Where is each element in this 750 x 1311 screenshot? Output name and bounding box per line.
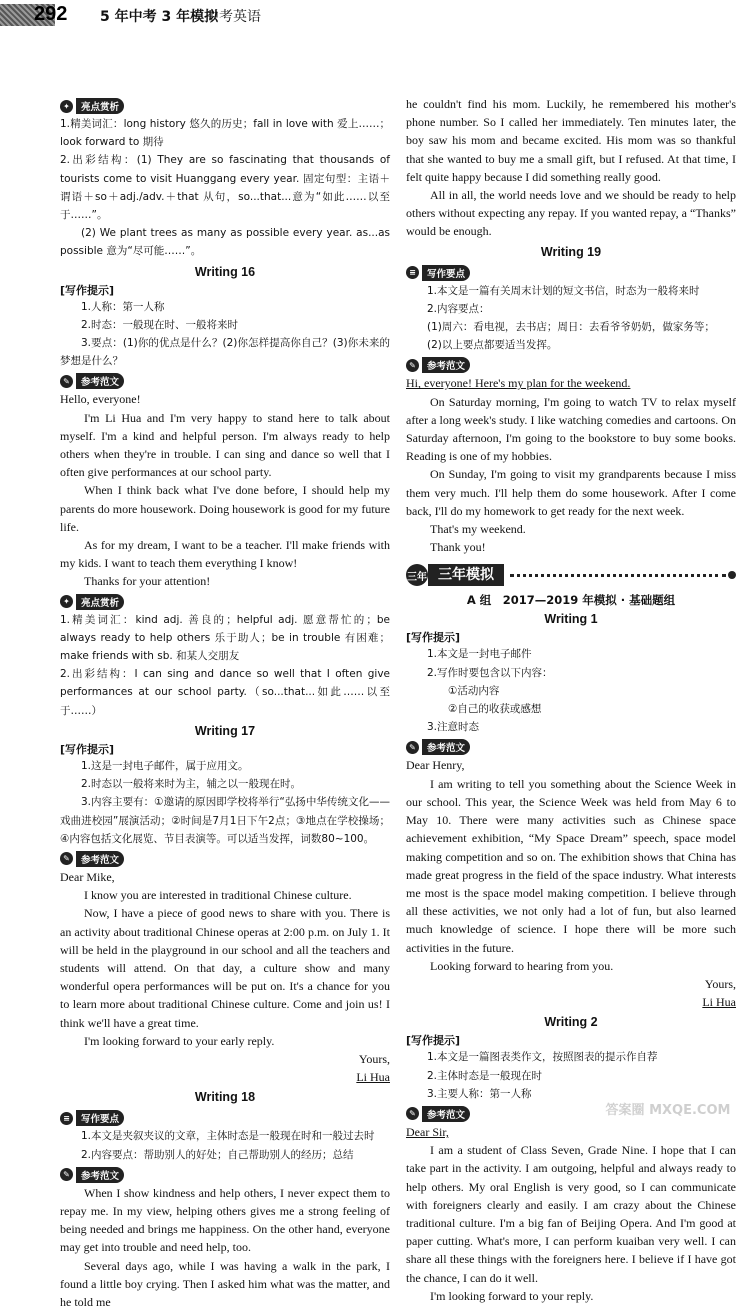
banner-end-dot [728,571,736,579]
bulb-icon: ✦ [60,100,73,113]
highlight-line: (2) We plant trees as many as possible every year. as...as possible 意为“尽可能……”。 [60,227,390,258]
tip-line: 2.时态以一般将来时为主，辅之以一般现在时。 [81,778,302,791]
writing-2-title: Writing 2 [544,1015,598,1030]
essay-paragraph: I know you are interested in traditional Chinese culture. [84,888,352,903]
writing-18-title: Writing 18 [194,1090,256,1105]
page-number: 292 [34,3,68,25]
essay-paragraph: Thanks for your attention! [84,574,211,589]
point-line: (2)以上要点都要适当发挥。 [427,339,558,352]
essay-paragraph: When I show kindness and help others, I never expect them to repay me. In my view, helping others gives me a strong feeling of being needed and brings me happiness. On the other hand, everyone may get into trouble and need help, too. [60,1185,390,1255]
essay-paragraph: That's my weekend. [430,522,526,537]
points-tag: ≡ 写作要点 [60,1110,124,1126]
essay-paragraph: I'm looking forward to your early reply. [84,1033,275,1048]
tip-line: 3.内容主要有：①邀请的原因即学校将举行“弘扬中华传统文化——戏曲进校园”展演活动；②时间是7月1日下午2点；③地点在学校操场；④内容包括文化展览、节目表演等。可以适当发挥，词数80~100。 [60,796,390,845]
essay-paragraph: On Saturday morning, I'm going to watch TV to relax myself after a long week's study. I like watching comedies and cartoons. On Saturday afternoon, I'm going to the bookstore to buy some books. Reading is one of my hobbies. [406,394,736,464]
list-icon: ≡ [406,266,419,279]
watermark-logo [598,1088,738,1128]
page-header [0,0,750,30]
left-column [60,95,390,1311]
essay-signature: Li Hua [356,1070,390,1085]
tip-line: 3.要点：(1)你的优点是什么？(2)你怎样提高你自己？(3)你未来的梦想是什么？ [60,337,390,368]
tip-line: 1.本文是一封电子邮件 [427,648,532,661]
writing-19-title: Writing 19 [540,244,602,259]
essay-greeting: Hello, everyone! [60,392,141,407]
points-tag: ≡ 写作要点 [406,265,470,281]
highlight-line: 1.精美词汇：long history 悠久的历史；fall in love with 爱上……；look forward to 期待 [60,118,390,149]
tip-line: 2.主体时态是一般现在时 [427,1069,543,1082]
tip-line: 1.本文是一篇图表类作文，按照图表的提示作自荐 [427,1051,658,1064]
highlight-line: 2.出彩结构：I can sing and dance so well that I often give performances at our school party.（so...that...如此……以至于……） [60,668,390,717]
essay-paragraph: As for my dream, I want to be a teacher. I'll make friends with my kids. I want to teach them everything I know! [60,538,390,571]
point-line: 2.内容要点： [427,302,490,315]
essay-paragraph: I am writing to tell you something about the Science Week in our school. This year, the Science Week was held from May 6 to May 10. There were many activities such as Chinese space achievement exhibition, “My Space Dream” speech, space model making competition and so on. The exhibition shows that China has made great progress in the field of the space industry. What interests me most is the space model making competition. I believe through all these activities, we not only had a lot of fun, but also learned much knowledge of science. I hope there will be more such activities in the future. [406,776,736,955]
point-line: 1.本文是夹叙夹议的文章，主体时态是一般现在时和一般过去时 [81,1130,375,1143]
writing-16-title: Writing 16 [194,264,256,279]
pen-icon: ✎ [406,1107,419,1120]
essay-closing: Yours, [704,976,736,991]
point-line: 2.内容要点：帮助别人的好处；自己帮助别人的经历；总结 [81,1148,354,1161]
three-year-banner [406,564,736,586]
model-tag: ✎ 参考范文 [60,1167,124,1183]
essay-signature: Li Hua [702,995,736,1010]
essay-paragraph: On Sunday, I'm going to visit my grandparents because I miss them very much. I'll help them do some housework. After I come back, I'll do my homework to get ready for the next week. [406,467,736,518]
writing-1-title: Writing 1 [544,612,598,627]
essay-paragraph: I'm looking forward to your reply. [430,1288,594,1303]
banner-title: 三年模拟 [428,564,504,586]
model-tag: ✎ 参考范文 [60,851,124,867]
essay-paragraph: When I think back what I've done before, I should help my parents do more housework. Doing housework is good for my future life. [60,483,390,534]
highlight-tag: ✦ 亮点赏析 [60,98,124,114]
point-line: (1)周六：看电视，去书店；周日：去看爷爷奶奶，做家务等； [427,321,715,334]
tip-line: ①活动内容 [448,684,500,697]
essay-greeting: Hi, everyone! Here's my plan for the weekend. [406,376,631,391]
tips-label: [写作提示] [406,1034,461,1048]
pen-icon: ✎ [406,741,419,754]
pen-icon: ✎ [60,375,73,388]
banner-divider [510,574,726,577]
watermark-text: 答案圈 MXQE.COM [605,1103,731,1118]
essay-greeting: Dear Sir, [406,1124,449,1139]
model-tag: ✎ 参考范文 [406,739,470,755]
essay-closing: Yours, [358,1051,390,1066]
highlight-tag: ✦ 亮点赏析 [60,594,124,610]
essay-greeting: Dear Henry, [406,758,465,773]
essay-paragraph: Thank you! [430,540,486,555]
tip-line: 1.人称：第一人称 [81,300,165,313]
tips-label: [写作提示] [60,742,115,756]
model-tag: ✎ 参考范文 [60,373,124,389]
point-line: 1.本文是一篇有关周末计划的短文书信，时态为一般将来时 [427,284,700,297]
essay-paragraph: Several days ago, while I was having a walk in the park, I found a little boy crying. Then I asked him what was the matter, and he told me [60,1258,390,1309]
book-title: 5 年中考 3 年模拟 [100,9,219,25]
essay-paragraph: I am a student of Class Seven, Grade Nine. I hope that I can take part in the activity. I am outgoing, helpful and always ready to help others. My oral English is very good, so I can communicate with foreigners clearly and easily. I am crazy about the Chinese traditional culture. I'm a big fan of Beijing Opera. And I'm good at paper cutting. What's more, I can perform kuaiban very well. I can share all these things with the foreigners here. I believe if I have got the chance, I can do it well. [406,1143,736,1285]
essay-paragraph: All in all, the world needs love and we should be ready to help others without expecting any repay. If you wanted repay, a “Thanks” would be enough. [406,188,736,239]
model-tag: ✎ 参考范文 [406,1106,470,1122]
pen-icon: ✎ [406,359,419,372]
list-icon: ≡ [60,1112,73,1125]
highlight-line: 1.精美词汇：kind adj. 善良的；helpful adj. 愿意帮忙的；be always ready to help others 乐于助人；be in trouble 有困难；make friends with sb. 和某人交朋友 [60,613,390,663]
pen-icon: ✎ [60,1168,73,1181]
tip-line: 3.主要人称：第一人称 [427,1087,532,1100]
bulb-icon: ✦ [60,595,73,608]
tips-label: [写作提示] [60,283,115,297]
group-title: A 组 2017—2019 年模拟 · 基础题组 [466,593,676,608]
essay-greeting: Dear Mike, [60,869,115,884]
essay-paragraph: he couldn't find his mom. Luckily, he remembered his mother's phone number. So I called her immediately. Ten minutes later, the boy saw his mom and became excited. His mom was so thankful that she wanted to buy me a small gift, but I refused. At that time, I felt quite happy because I did something really good. [406,97,736,184]
essay-paragraph: I'm Li Hua and I'm very happy to stand here to talk about myself. I'm a kind and helpful person. I'm always ready to help others when they're in trouble. I can sing and dance so well that I often give performances at our school party. [60,410,390,480]
model-tag: ✎ 参考范文 [406,357,470,373]
tip-line: 1.这是一封电子邮件，属于应用文。 [81,759,249,772]
highlight-line: 2.出彩结构：(1) They are so fascinating that thousands of tourists come to visit Huanggang every year. 固定句型：主语＋谓语＋so＋adj./adv.＋that 从句，so...that...意为“如此……以至于……”。 [60,154,390,222]
banner-emblem-icon: 三年 [406,564,428,586]
writing-17-title: Writing 17 [194,723,256,738]
essay-paragraph: Now, I have a piece of good news to share with you. There is an activity about traditional Chinese operas at 2:00 p.m. on July 1. It will be held in the playground in our school and all the teachers and students will attend. On that day, a culture show and many wonderful opera performances will be put on. It's a chance for you to learn more about traditional Chinese culture. Come and join us! I think we'll have a great time. [60,906,390,1030]
tip-line: ②自己的收获或感想 [448,703,542,716]
tips-label: [写作提示] [406,631,461,645]
essay-paragraph: Looking forward to hearing from you. [430,958,614,973]
tip-line: 2.写作时要包含以下内容： [427,666,553,679]
subject-title: 中考英语 [205,9,261,25]
tip-line: 3.注意时态 [427,721,480,734]
tip-line: 2.时态：一般现在时、一般将来时 [81,318,239,331]
pen-icon: ✎ [60,852,73,865]
